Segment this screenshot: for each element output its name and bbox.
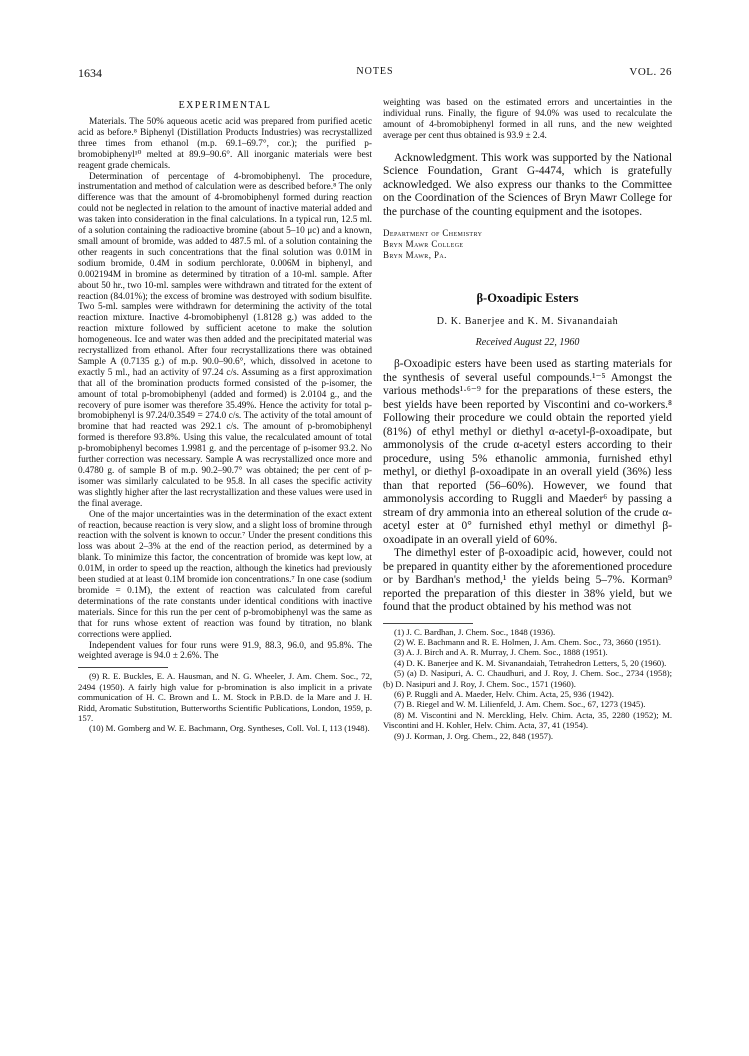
footnote-8: (8) M. Viscontini and N. Merckling, Helv. Chim. Acta, 35, 2280 (1952); M. Viscontini and H. Kohler, Helv. Chim. Acta, 37, 41 (1954). (383, 709, 672, 731)
footnote-3: (3) A. J. Birch and A. R. Murray, J. Chem. Soc., 1888 (1951). (394, 647, 608, 658)
footnote-9-left: (9) R. E. Buckles, E. A. Hausman, and N. G. Wheeler, J. Am. Chem. Soc., 72, 2494 (1950). A fairly high value for p-bromination is also implicit in a private communication of H. C. Brown and L. M. Stock in P.B.D. de la Mare and J. H. Ridd, Aromatic Substitution, Butterworths Scientific Publications, London, 1959, p. 157. (78, 671, 372, 723)
continued-paragraph: weighting was based on the estimated errors and uncertainties in the individual runs. Finally, the figure of 94.0% was used to recalculate the amount of 4-bromobiphenyl formed in all runs, and the new weighted average per cent thus obtained is 93.9 ± 2.4. (383, 98, 672, 141)
footnote-6: (6) P. Ruggli and A. Maeder, Helv. Chim. Acta, 25, 936 (1942). (394, 689, 614, 700)
volume-label: VOL. 26 (629, 66, 672, 78)
address-line-1: Department of Chemistry (383, 228, 483, 239)
experimental-heading: EXPERIMENTAL (178, 100, 272, 111)
independent-values-paragraph: Independent values for four runs were 91.9, 88.3, 96.0, and 95.8%. The weighted average is 94.0 ± 2.6%. The (78, 640, 372, 662)
footnote-1: (1) J. C. Bardhan, J. Chem. Soc., 1848 (1936). (394, 626, 556, 637)
footnote-10-left: (10) M. Gomberg and W. E. Bachmann, Org. Syntheses, Coll. Vol. I, 113 (1948). (89, 723, 370, 734)
materials-paragraph: Materials. The 50% aqueous acetic acid was prepared from purified acetic acid as before.⁸ Biphenyl (Distillation Products Industries) was recrystallized three times from ethanol (m.p. 69.1–69.7°, cor.); the purified p-bromobiphenyl¹⁰ melted at 89.9–90.6°. All inorganic materials were best reagent grade chemicals. (78, 117, 372, 171)
footnote-9: (9) J. Korman, J. Org. Chem., 22, 848 (1957). (394, 730, 554, 741)
footnote-divider-right (383, 623, 473, 624)
article-title: β-Oxoadipic Esters (476, 291, 579, 306)
footnote-7: (7) B. Riegel and W. M. Lilienfeld, J. Am. Chem. Soc., 67, 1273 (1945). (394, 699, 646, 710)
page-number: 1634 (78, 66, 102, 80)
address-line-3: Bryn Mawr, Pa. (383, 250, 447, 261)
left-column (78, 98, 372, 734)
determination-paragraph: Determination of percentage of 4-bromobiphenyl. The procedure, instrumentation and method of calculation were as described before.⁸ The only difference was that the amount of 4-bromobiphenyl formed during reaction could not be neglected in relation to the amount of inactive material added and was taken into consideration in the final calculations. In a typical run, 12.5 ml. of a solution containing the radioactive bromine (about 5–10 μc) and a known, small amount of bromide, was added to 487.5 ml. of a solution containing the other reagents in such concentrations that the final solution was 0.01M in sodium bromide, 0.4M in sodium perchlorate, 0.006M in biphenyl, and 0.002194M in bromine as determined by titration of a 10-ml. sample. After about 50 hr., two 10-ml. samples were withdrawn and titrated for the extent of reaction (84.01%); the excess of bromine was destroyed with sodium bisulfite. Two 5-ml. samples were withdrawn for determining the activity of the total reaction mixture. Inactive 4-bromobiphenyl (1.8128 g.) was added to the reaction mixture followed by sufficient acetone to make the solution homogeneous. Ice and water was then added and the precipitated material was recrystallized from ethanol. After four recrystallizations there was obtained Sample A (0.7135 g.) of m.p. 90.0–90.6°, which, dissolved in acetone to exactly 5 ml., had an activity of 97.24 c/s. Assuming as a first approximation that all of the bromination products formed consisted of the p-isomer, the amount of total p-bromobiphenyl (added and formed) is 2.0104 g., and the recovery of pure isomer was therefore 35.49%. Hence the activity for total p-bromobiphenyl is 97.24/0.3549 = 274.0 c/s. The activity of the total amount of bromine that had reacted was 292.1 c/s. The amount of p-bromobiphenyl formed is therefore 93.8%. Using this value, the recalculated amount of total p-bromobiphenyl becomes 1.9981 g. and the percentage of p-isomer 93.2. No further correction was necessary. Sample A was recrystallized once more and 0.4780 g. of sample B of m.p. 90.2–90.7° was obtained; the per cent of p-isomer was similarly calculated to be 95.8. In all cases the specific activity was slightly higher after the last recrystallization and these values were used in the final average. (78, 171, 372, 509)
address-line-2: Bryn Mawr College (383, 239, 464, 250)
uncertainty-paragraph: One of the major uncertainties was in the determination of the exact extent of reaction, because reaction is very slow, and a slight loss of bromine through reaction with the solvent is known to occur.⁷ Under the present conditions this loss was about 2–3% at the end of the reaction period, as determined by a blank. To minimize this factor, the concentration of bromide was kept low, at 0.01M, in order to speed up the reaction, although the kinetics had previously been studied at at least 0.1M bromide ion concentrations.⁷ In one case (sodium bromide = 0.1M), the extent of reaction was calculated from careful determinations of the rate constants under identical conditions with inactive materials. Since for this run the per cent of p-bromobiphenyl was the same as that for runs whose extent of reaction was found by titration, no blank corrections were applied. (78, 509, 372, 640)
footnote-divider (78, 667, 168, 668)
article-paragraph-1: β-Oxoadipic esters have been used as starting materials for the synthesis of several useful compounds.¹⁻⁵ Amongst the various methods¹·⁶⁻⁹ for the preparations of these esters, the best yields have been reported by Viscontini and co-workers.⁸ Following their procedure we could obtain the reported yield (81%) of ethyl methyl or diethyl α-acetyl-β-oxoadipate, but ammonolysis of the crude α-acetyl esters according to their procedure, using 5% ethanolic ammonia, furnished ethyl methyl, or diethyl β-oxoadipate in an overall yield (36%) less than that reported (56–60%). However, we found that ammonolysis according to Ruggli and Maeder⁶ by passing a stream of dry ammonia into an ethereal solution of the crude α-acetyl ester at 0° furnished ethyl methyl or dimethyl β-oxoadipate in an overall yield of 60%. (383, 358, 672, 546)
acknowledgment-paragraph: Acknowledgment. This work was supported by the National Science Foundation, Grant G-4474, which is gratefully acknowledged. We also express our thanks to the Committee on the Coordination of the Sciences of Bryn Mawr College for the purchase of the counting equipment and the isotopes. (383, 151, 672, 218)
received-date: Received August 22, 1960 (475, 337, 580, 349)
running-head: NOTES (356, 66, 394, 77)
affiliation-address (383, 228, 672, 261)
article-authors: D. K. Banerjee and K. M. Sivanandaiah (436, 316, 619, 328)
article-paragraph-2: The dimethyl ester of β-oxoadipic acid, however, could not be prepared in quantity either by the aforementioned procedure or by Bardhan's method,¹ the yields being 5–7%. Korman⁹ reported the preparation of this diester in 38% yield, but we found that the product obtained by his method was not (383, 547, 672, 614)
footnote-2: (2) W. E. Bachmann and R. E. Holmen, J. Am. Chem. Soc., 73, 3660 (1951). (394, 637, 661, 648)
footnote-5: (5) (a) D. Nasipuri, A. C. Chaudhuri, and J. Roy, J. Chem. Soc., 2734 (1958); (b) D. Nasipuri and J. Roy, J. Chem. Soc., 1571 (1960). (383, 668, 672, 689)
right-column (383, 98, 672, 741)
footnote-4: (4) D. K. Banerjee and K. M. Sivanandaiah, Tetrahedron Letters, 5, 20 (1960). (394, 657, 667, 668)
page-header (78, 66, 672, 82)
